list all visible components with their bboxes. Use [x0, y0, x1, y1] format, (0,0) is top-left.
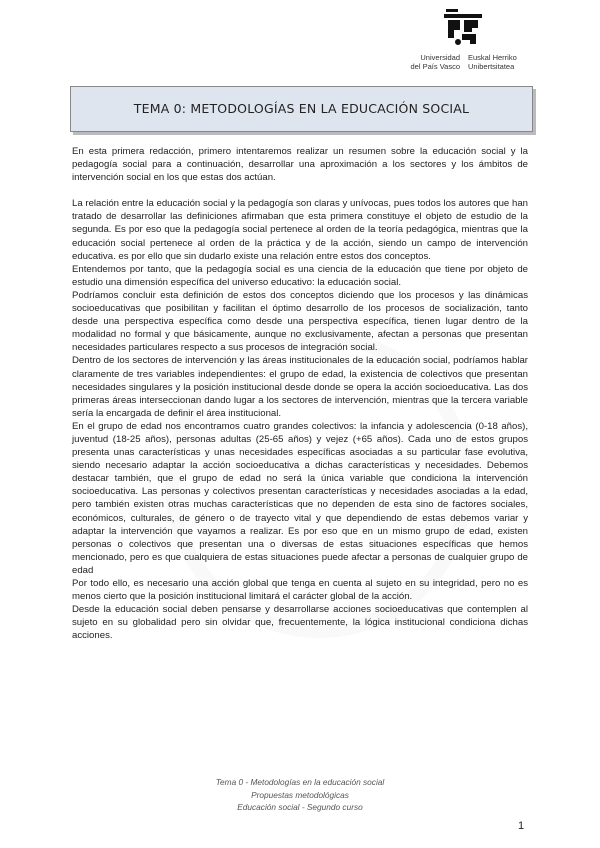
university-name-es: Universidad del País Vasco: [410, 53, 460, 71]
paragraph: Desde la educación social deben pensarse y desarrollarse acciones socioeducativas que contemplen al sujeto en su globalidad pero sin olvidar que, frecuentemente, la lógica institucional condiciona dichas acciones.: [72, 604, 528, 642]
footer-line: Propuestas metodológicas: [251, 789, 349, 800]
paragraph: La relación entre la educación social y la pedagogía son claras y unívocas, pues todos los autores que han tratado de desarrollar las definiciones afirmaban que esta primera constituye el objeto de estudio de la segunda. Es por eso que la pedagogía social pertenece al orden de la teoría pedagógica, mientras que la educación social pertenece al orden de la práctica y de la acción, siendo un campo de intervención educativa. es por ello que sin dudarlo existe una relación entre estos dos conceptos.: [72, 198, 528, 262]
paragraph: Dentro de los sectores de intervención y las áreas institucionales de la educación social, podríamos hablar claramente de tres variables independientes: el grupo de edad, la existencia de colectivos que presentan necesidades singulares y la posición institucional desde donde se opera la acción socioeducativa. Las dos primeras áreas interseccionan dando lugar a los sectores de intervención, mientras que la tercera variable sería la encargada de definir el área institucional.: [72, 355, 528, 419]
footer-line: Educación social - Segundo curso: [237, 802, 363, 812]
page-title: TEMA 0: METODOLOGÍAS EN LA EDUCACIÓN SOCIAL: [133, 101, 470, 116]
university-emblem-icon: [442, 8, 484, 48]
paragraph: Entendemos por tanto, que la pedagogía social es una ciencia de la educación que tiene por objeto de estudio una dimensión específica del universo educativo: la educación social.: [72, 263, 528, 288]
paragraph: En esta primera redacción, primero intentaremos realizar un resumen sobre la educación social y la pedagogía social para a continuación, desarrollar una aproximación a los sectores y los ámbitos de intervención social en los que estas dos actúan.: [72, 146, 528, 184]
page-number: 1: [518, 820, 525, 832]
title-box: [70, 86, 533, 132]
page-footer: [0, 776, 600, 814]
footer-line: Tema 0 - Metodologías en la educación social: [215, 777, 385, 787]
paragraph: Por todo ello, es necesario una acción global que tenga en cuenta al sujeto en su integridad, pero no es menos cierto que la posición institucional limitará el carácter global de la acción.: [72, 578, 528, 603]
document-body: [72, 145, 528, 642]
university-name-eu: Euskal Herriko Unibertsitatea: [468, 53, 517, 71]
university-logo: [400, 8, 530, 78]
paragraph: Podríamos concluir esta definición de estos dos conceptos diciendo que los procesos y las dinámicas socioeducativas que posibilitan y facilitan el óptimo desarrollo de los procesos de socialización, tanto desde una perspectiva específica como desde una perspectiva específica, tienen lugar dentro de la modalidad no formal y que básicamente, aunque no exclusivamente, afectan a personas que presentan necesidades particulares respecto a sus procesos de integración social.: [72, 289, 528, 354]
paragraph: En el grupo de edad nos encontramos cuatro grandes colectivos: la infancia y adolescencia (0-18 años), juventud (18-25 años), personas adultas (25-65 años) y vejez (+65 años). Cada uno de estos grupos presenta unas características y unas necesidades específicas asociadas a su particular fase evolutiva, siendo necesario adaptar la acción socioeducativa a dichas características y necesidades. Debemos destacar también, que el grupo de edad no será la única variable que condiciona la intervención socioeducativa. Las personas y colectivos presentan características y necesidades asociadas a la edad, pero también existen otras muchas características que no dependen de esta sino de factores sociales, económicos, culturales, de género o de trayecto vital y que dependiendo de estas debemos variar y adaptar la intervención que vayamos a realizar. Es por eso que en un mismo grupo de edad, existen personas o colectivos que presentan una o diversas de estas situaciones específicas que hemos mencionado, pero es que cualquiera de estas situaciones puede afectar a personas de cualquier grupo de edad: [72, 420, 528, 576]
